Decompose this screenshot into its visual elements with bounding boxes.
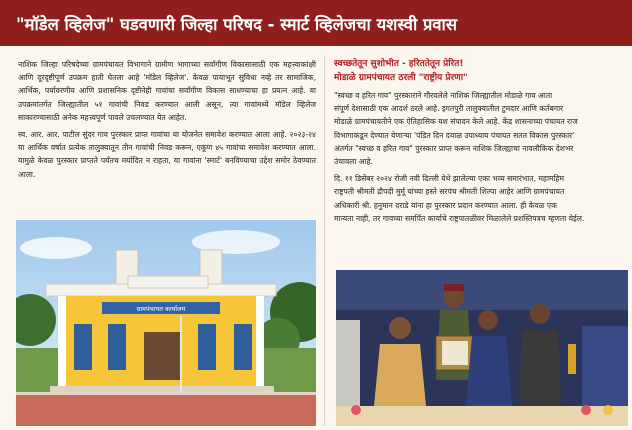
text-line: संपूर्ण देशासाठी एक आदर्श ठरले आहे. इगतपुरी तालुक्यातील टुमदार आणि कर्तबगार — [334, 104, 564, 114]
gram-panchayat-building-photo — [16, 220, 316, 426]
building-illustration — [16, 220, 316, 426]
text-line: दि. ११ डिसेंबर २०२४ रोजी नवी दिल्ली येथे झालेल्या एका भव्य समारंभात, महामहिम — [334, 174, 564, 184]
right-column — [334, 58, 626, 229]
text-line: उंचावला आहे. — [334, 157, 373, 167]
page-title: "मॉडेल व्हिलेज" घडवणारी जिल्हा परिषद - स्मार्ट व्हिलेजचा यशस्वी प्रवास — [16, 15, 457, 34]
right-paragraph-2 — [334, 172, 626, 225]
text-line: मोडाळे ग्रामपंचायतीने एक ऐतिहासिक यश संपादन केले आहे. केंद्र शासनाच्या पंचायत राज — [334, 117, 578, 127]
text-line: मान्यता नाही, तर गावच्या समर्पित कार्याचे राष्ट्रपातळीवर मिळालेले प्रशस्तिपत्रच म्हणता येईल. — [334, 213, 585, 223]
left-paragraph-1: नाशिक जिल्हा परिषदेच्या ग्रामपंचायत विभागाने ग्रामीण भागाच्या सर्वांगीण विकासासाठी एक महत्त्वाकांक्षी आणि दूरदृष्टीपूर्ण उपक्रम हाती घेतला आहे 'मॉडेल व्हिलेज'. केवळ पायाभूत सुविधा नव्हे तर सामाजिक, आर्थिक, पर्यावरणीय आणि प्रशासनिक दृष्टीनेही गावांचा सर्वांगीण विकास साधण्याचा हा प्रयत्न आहे. या उपक्रमांतर्गत जिल्ह्यातील ५१ गावांची निवड करण्यात आली असून, त्या गावांमध्ये मॉडेल व्हिलेज साकारण्यासाठी अनेक महत्त्वपूर्ण पावले उचलण्यात येत आहेत. — [18, 60, 316, 122]
ceremony-illustration — [336, 270, 628, 426]
left-column — [18, 58, 316, 185]
banner — [0, 0, 632, 46]
text-line: विभागाकडून देण्यात येणाऱ्या 'पंडित दिन दयाळ उपाध्याय पंचायत सतत विकास पुरस्कार' — [334, 130, 575, 140]
right-subheading-2: मोडाळे ग्रामपंचायत ठरली "राष्ट्रीय प्रेरणा" — [334, 73, 468, 83]
column-divider — [324, 56, 325, 426]
text-line: अधिकारी श्री. हनुमान दराडे यांना हा पुरस्कार प्रदान करण्यात आला. ही केवळ एक — [334, 200, 557, 210]
text-line: राष्ट्रपती श्रीमती द्रौपदी मुर्मू यांच्या हस्ते सरपंच श्रीमती शिल्पा आहेर आणि ग्रामपंचायत — [334, 187, 565, 197]
right-subheading: स्वच्छतेतून सुशोभीत - हरिततेतून प्रेरित! — [334, 59, 464, 69]
text-line: अंतर्गत "स्वच्छ व हरित गाव" पुरस्कार प्राप्त करून नाशिक जिल्ह्याचा नावलौकिक देशभर — [334, 143, 574, 153]
right-paragraph-1 — [334, 89, 626, 168]
left-paragraph-2: स्व. आर. आर. पाटील सुंदर गाव पुरस्कार प्राप्त गावांचा या योजनेत समावेश करण्यात आला आहे. २०२३-२४ या आर्थिक वर्षात प्रत्येक तालुक्यातून तीन गावांची निवड करून, एकूण ४५ गावांचा समावेश करण्यात आला. यामुळे केवळ पुरस्कार प्राप्तते पर्यंतच मर्यादित न राहता, या गावांना 'स्मार्ट' बनविण्याचा उद्देश समोर ठेवण्यात आला. — [18, 130, 316, 179]
text-line: "स्वच्छ व हरित गाव" पुरस्काराने गौरवलेले नाशिक जिल्ह्यातील मोडाळे गाव आता — [334, 91, 553, 100]
building-sign: ग्रामपंचायत कार्यालय — [136, 305, 186, 313]
award-ceremony-photo — [336, 270, 628, 426]
